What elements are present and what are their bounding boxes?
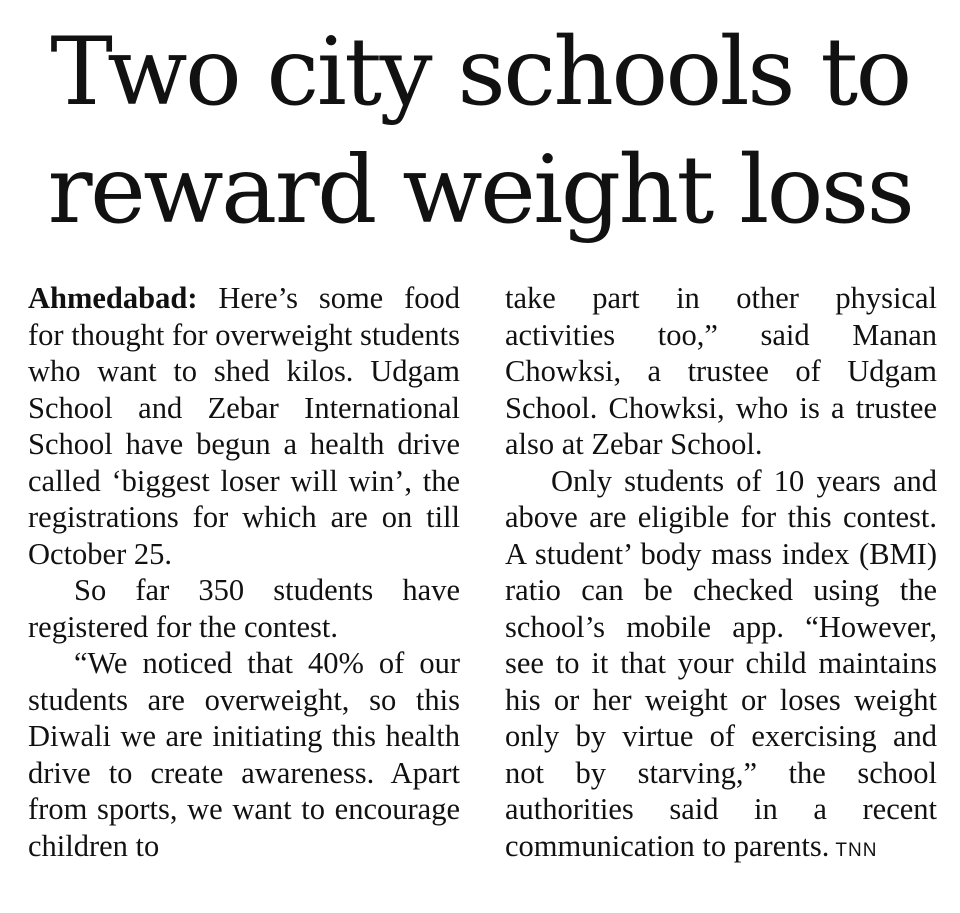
article-column-left — [28, 280, 460, 864]
headline-line-2: reward weight loss — [47, 136, 913, 245]
agency-credit: TNN — [835, 839, 878, 861]
article-column-right — [505, 280, 937, 869]
dateline: Ahmedabad: — [28, 281, 198, 315]
article-paragraph-4 — [505, 463, 937, 870]
article-paragraph-3-end: take part in other physical activities too,” said Manan Chowksi, a trustee of Udgam School. Chowksi, who is a trustee also at Zebar School. — [505, 281, 937, 461]
article-paragraph-2: So far 350 students have registered for the contest. — [28, 573, 460, 644]
article-paragraph-3-start: “We noticed that 40% of our students are overweight, so this Diwali we are initiating this health drive to create awareness. Apart from sports, we want to encourage children to — [28, 646, 460, 863]
paragraph-1-text: Here’s some food for thought for overweight students who want to shed kilos. Udgam School and Zebar International School have begun a health drive called ‘biggest loser will win’, the registrations for which are on till October 25. — [28, 281, 461, 571]
paragraph-4-text: Only students of 10 years and above are eligible for this contest. A student’ body mass index (BMI) ratio can be checked using the school’s mobile app. “However, see to it that your child maintains his or her weight or loses weight only by virtue of exercising and not by starving,” the school authorities said in a recent communication to parents. — [505, 463, 937, 863]
headline-line-1: Two city schools to — [50, 18, 910, 127]
headline — [0, 14, 960, 250]
article-paragraph-1 — [28, 280, 460, 572]
